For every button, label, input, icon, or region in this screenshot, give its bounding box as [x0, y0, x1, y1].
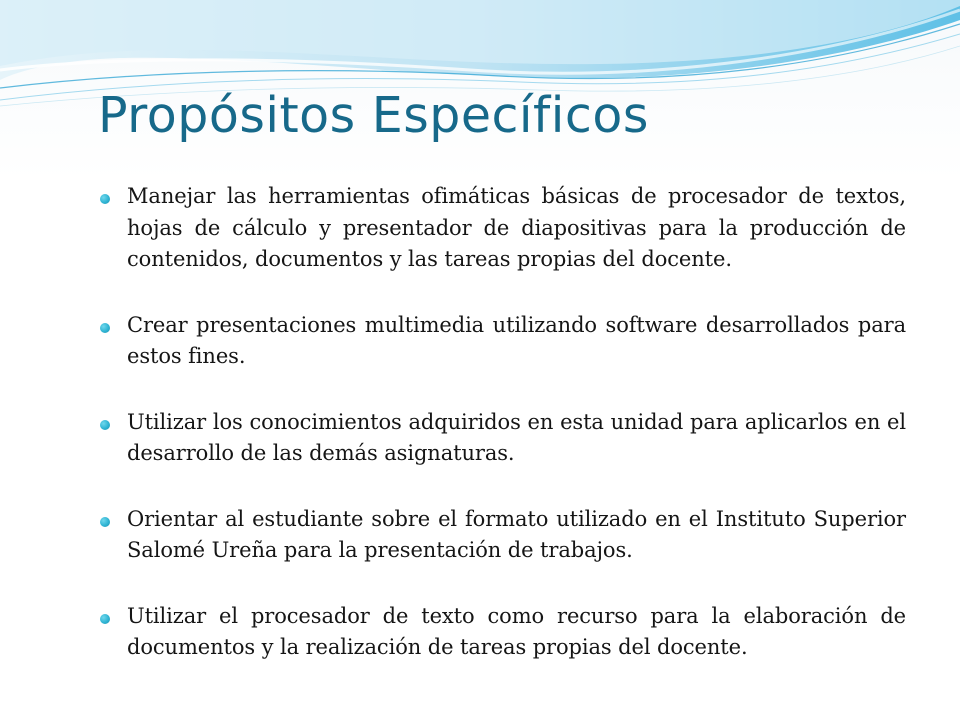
- bullet-text: Utilizar el procesador de texto como recurso para la elaboración de documentos y la realización de tareas propias del docente.: [127, 603, 906, 659]
- slide-title: Propósitos Específicos: [98, 87, 649, 144]
- circle-bullet-icon: [100, 614, 110, 624]
- bullet-list: [98, 181, 906, 664]
- bullet-text: Crear presentaciones multimedia utilizando software desarrollados para estos fines.: [127, 312, 906, 368]
- circle-bullet-icon: [100, 323, 110, 333]
- circle-bullet-icon: [100, 194, 110, 204]
- list-item: [98, 310, 906, 373]
- circle-bullet-icon: [100, 517, 110, 527]
- list-item: [98, 181, 906, 276]
- bullet-text: Utilizar los conocimientos adquiridos en esta unidad para aplicarlos en el desarrollo de las demás asignaturas.: [127, 409, 906, 465]
- list-item: [98, 601, 906, 664]
- list-item: [98, 407, 906, 470]
- circle-bullet-icon: [100, 420, 110, 430]
- list-item: [98, 504, 906, 567]
- bullet-text: Manejar las herramientas ofimáticas básicas de procesador de textos, hojas de cálculo y presentador de diapositivas para la producción de contenidos, documentos y las tareas propias del docente.: [127, 184, 906, 271]
- bullet-text: Orientar al estudiante sobre el formato utilizado en el Instituto Superior Salomé Ureña para la presentación de trabajos.: [127, 506, 906, 562]
